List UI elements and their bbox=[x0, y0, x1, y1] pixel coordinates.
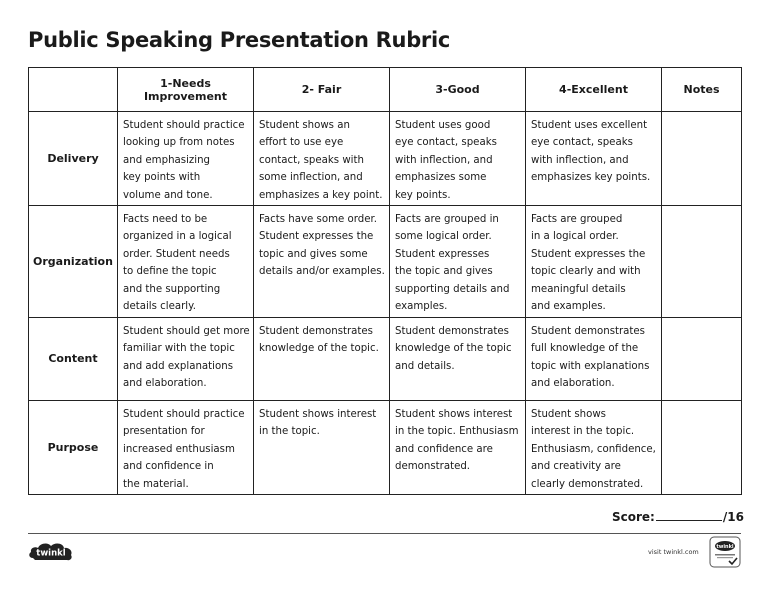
cell-text-line: some logical order. bbox=[395, 231, 492, 243]
notes-cell[interactable] bbox=[662, 318, 742, 401]
notes-cell[interactable] bbox=[662, 401, 742, 495]
header-notes: Notes bbox=[662, 68, 742, 112]
cell-text-line: Student should practice bbox=[123, 409, 245, 420]
cell-text-line: familiar with the topic bbox=[123, 343, 235, 355]
rubric-cell bbox=[118, 206, 254, 318]
cell-text-line: Facts need to be bbox=[123, 214, 208, 225]
cell-text-line: and the supporting bbox=[123, 283, 221, 295]
header-excellent: 4-Excellent bbox=[526, 68, 662, 112]
cell-text-line: organized in a logical bbox=[123, 231, 232, 243]
rubric-row-organization bbox=[29, 206, 742, 318]
rubric-cell bbox=[254, 401, 390, 495]
cell-text-line: volume and tone. bbox=[123, 189, 213, 201]
page-title: Public Speaking Presentation Rubric bbox=[28, 28, 451, 52]
rubric-cell bbox=[390, 206, 526, 318]
footer-divider bbox=[28, 533, 741, 534]
cell-text-line: in the topic. bbox=[259, 426, 320, 438]
cell-text-line: Student expresses the bbox=[259, 231, 374, 243]
rubric-row-delivery bbox=[29, 112, 742, 206]
cell-text-line: topic clearly and with bbox=[531, 266, 641, 278]
cell-text-line: and confidence are bbox=[395, 443, 493, 455]
cell-text-line: and emphasizing bbox=[123, 154, 211, 166]
row-label: Content bbox=[29, 318, 118, 401]
cell-text-line: and confidence in bbox=[123, 461, 214, 473]
cell-text-line: with inflection, and bbox=[395, 154, 493, 166]
header-good: 3-Good bbox=[390, 68, 526, 112]
cell-text-line: Student shows bbox=[531, 409, 606, 420]
cell-text-line: Facts are grouped bbox=[531, 214, 623, 225]
cell-text-line: details clearly. bbox=[123, 301, 196, 313]
header-fair: 2- Fair bbox=[254, 68, 390, 112]
score-label: Score: bbox=[612, 510, 655, 524]
rubric-cell bbox=[254, 318, 390, 401]
cell-text-line: with inflection, and bbox=[531, 154, 629, 166]
cell-text-line: and elaboration. bbox=[531, 378, 615, 390]
cell-text-line: presentation for bbox=[123, 426, 205, 438]
cell-text-line: eye contact, speaks bbox=[395, 137, 497, 149]
cell-text-line: Facts are grouped in bbox=[395, 214, 499, 225]
twinkl-logo bbox=[27, 538, 75, 564]
cell-text-line: key points with bbox=[123, 172, 201, 184]
cell-text-line: contact, speaks with bbox=[259, 154, 364, 166]
cell-text-line: some inflection, and bbox=[259, 172, 363, 184]
row-label: Organization bbox=[29, 206, 118, 318]
cell-text-line: and elaboration. bbox=[123, 378, 207, 390]
score-line bbox=[612, 508, 744, 524]
cell-text-line: Student uses good bbox=[395, 120, 491, 131]
rubric-cell bbox=[254, 206, 390, 318]
rubric-row-purpose bbox=[29, 401, 742, 495]
rubric-cell bbox=[526, 112, 662, 206]
rubric-cell bbox=[526, 318, 662, 401]
cell-text-line: emphasizes some bbox=[395, 172, 487, 184]
cell-text-line: eye contact, speaks bbox=[531, 137, 633, 149]
cell-text-line: and details. bbox=[395, 360, 455, 372]
badge-text: twinkl bbox=[716, 544, 734, 550]
cell-text-line: topic and gives some bbox=[259, 248, 368, 260]
cell-text-line: details and/or examples. bbox=[259, 266, 385, 278]
row-label: Delivery bbox=[29, 112, 118, 206]
score-total: /16 bbox=[722, 510, 744, 524]
cell-text-line: interest in the topic. bbox=[531, 426, 635, 438]
cell-text-line: Student demonstrates bbox=[531, 326, 645, 337]
rubric-cell bbox=[390, 318, 526, 401]
cell-text-line: and creativity are bbox=[531, 461, 621, 473]
cell-text-line: increased enthusiasm bbox=[123, 443, 235, 455]
rubric-cell bbox=[390, 401, 526, 495]
row-label: Purpose bbox=[29, 401, 118, 495]
header-cell-empty bbox=[29, 68, 118, 112]
rubric-cell bbox=[526, 401, 662, 495]
header-row bbox=[29, 68, 742, 112]
cell-text-line: demonstrated. bbox=[395, 461, 471, 473]
rubric-row-content bbox=[29, 318, 742, 401]
cell-text-line: Student demonstrates bbox=[259, 326, 373, 337]
cell-text-line: Student shows an bbox=[259, 120, 350, 131]
cell-text-line: order. Student needs bbox=[123, 248, 230, 260]
rubric-cell bbox=[254, 112, 390, 206]
cell-text-line: in the topic. Enthusiasm bbox=[395, 426, 519, 438]
cell-text-line: clearly demonstrated. bbox=[531, 478, 644, 490]
rubric-cell bbox=[390, 112, 526, 206]
cell-text-line: knowledge of the topic bbox=[395, 343, 512, 355]
cell-text-line: Student should get more bbox=[123, 326, 250, 337]
header-needs-improvement: 1-Needs Improvement bbox=[118, 68, 254, 112]
cell-text-line: and examples. bbox=[531, 301, 606, 313]
cell-text-line: supporting details and bbox=[395, 283, 510, 295]
cell-text-line: and add explanations bbox=[123, 360, 233, 372]
cell-text-line: Student expresses the bbox=[531, 248, 646, 260]
twinkl-logo-text: twinkl bbox=[36, 548, 66, 559]
cell-text-line: meaningful details bbox=[531, 283, 626, 295]
rubric-cell bbox=[118, 112, 254, 206]
cell-text-line: in a logical order. bbox=[531, 231, 619, 243]
score-blank[interactable] bbox=[656, 508, 722, 521]
notes-cell[interactable] bbox=[662, 112, 742, 206]
rubric-cell bbox=[118, 401, 254, 495]
rubric-table bbox=[28, 67, 742, 495]
cell-text-line: Student demonstrates bbox=[395, 326, 509, 337]
cell-text-line: Enthusiasm, confidence, bbox=[531, 443, 656, 455]
cell-text-line: Student shows interest bbox=[395, 409, 513, 420]
rubric-cell bbox=[526, 206, 662, 318]
cell-text-line: knowledge of the topic. bbox=[259, 343, 379, 355]
quality-badge-icon bbox=[709, 536, 741, 568]
notes-cell[interactable] bbox=[662, 206, 742, 318]
cell-text-line: full knowledge of the bbox=[531, 343, 639, 355]
cell-text-line: the topic and gives bbox=[395, 266, 493, 278]
cell-text-line: the material. bbox=[123, 478, 189, 490]
cell-text-line: examples. bbox=[395, 301, 448, 313]
visit-link[interactable]: visit twinkl.com bbox=[648, 548, 699, 556]
cell-text-line: topic with explanations bbox=[531, 360, 650, 372]
cell-text-line: Student uses excellent bbox=[531, 120, 648, 131]
cell-text-line: effort to use eye bbox=[259, 137, 344, 149]
cell-text-line: looking up from notes bbox=[123, 137, 235, 149]
cell-text-line: to define the topic bbox=[123, 266, 217, 278]
cell-text-line: Facts have some order. bbox=[259, 214, 377, 225]
cell-text-line: emphasizes key points. bbox=[531, 172, 651, 184]
cell-text-line: Student should practice bbox=[123, 120, 245, 131]
cell-text-line: Student expresses bbox=[395, 248, 490, 260]
rubric-cell bbox=[118, 318, 254, 401]
cell-text-line: emphasizes a key point. bbox=[259, 189, 383, 201]
cell-text-line: Student shows interest bbox=[259, 409, 377, 420]
cell-text-line: key points. bbox=[395, 189, 451, 201]
